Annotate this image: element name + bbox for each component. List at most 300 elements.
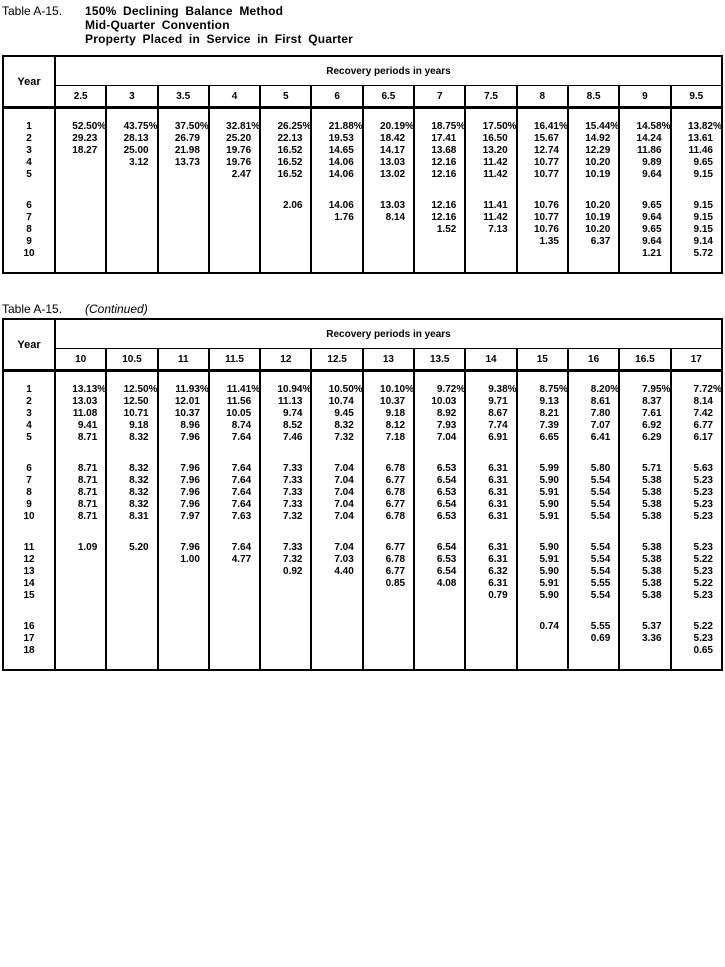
cell-number: 13.73 [174,157,200,168]
table-title-line-3: Property Placed in Service in First Quarter [85,32,354,46]
cell-number: 5.90 [539,566,559,577]
value-cell [260,200,311,212]
cell-number: 0.69 [590,633,611,644]
value-cell [414,224,465,236]
value-cell [568,248,619,260]
gap-row [3,523,722,542]
cell-number: 25.00 [123,145,149,156]
table-row [3,396,722,408]
year-cell: 15 [23,590,35,601]
value-cell [209,511,260,523]
value-cell [55,463,106,475]
cell-number: 4.40 [334,566,354,577]
value-cell [671,590,722,602]
table-row [3,621,722,633]
cell-number: 9.71 [488,396,508,407]
value-cell [209,260,260,273]
cell-number: 5.54 [590,566,611,577]
period-header: 5 [260,86,311,108]
cell-number: 15.44 [585,121,611,132]
cell-number: 14.06 [328,157,354,168]
value-cell [311,511,362,523]
value-cell [106,121,157,133]
value-cell [158,121,209,133]
value-cell [619,554,670,566]
cell-number: 18.42 [380,133,406,144]
cell-number: 8.14 [693,396,713,407]
cell-number: 8.71 [77,487,98,498]
year-cell: 3 [26,145,32,156]
value-cell [465,133,516,145]
period-header: 13.5 [414,349,465,371]
value-cell [209,554,260,566]
value-cell [671,212,722,224]
year-cell [3,108,55,122]
cell-number: 7.04 [334,499,354,510]
value-cell [106,523,157,542]
cell-number: 6.54 [436,542,457,553]
cell-number: 11.41 [226,384,252,395]
table-a15-continued-caption [2,302,723,316]
value-cell [209,181,260,200]
percent-sign: % [199,384,209,395]
value-cell [465,602,516,621]
cell-number: 11.93 [175,384,200,395]
cell-number: 3.12 [129,157,149,168]
value-cell [55,590,106,602]
cell-number: 11.08 [72,408,98,419]
cell-number: 10.77 [533,157,559,168]
cell-number: 10.71 [123,408,149,419]
value-cell [311,475,362,487]
value-cell [414,578,465,590]
value-cell [568,554,619,566]
value-cell [260,371,311,385]
table-row [3,121,722,133]
value-cell [568,633,619,645]
cell-number: 13.82 [687,121,713,132]
value-cell [363,260,414,273]
value-cell [465,157,516,169]
cell-number: 16.52 [277,169,303,180]
cell-number: 16.50 [482,133,508,144]
value-cell [209,645,260,657]
value-cell [568,444,619,463]
value-cell [260,523,311,542]
cell-number: 6.31 [488,475,508,486]
value-cell [619,200,670,212]
value-cell [517,554,568,566]
value-cell [158,542,209,554]
cell-number: 14.06 [328,169,354,180]
value-cell [55,181,106,200]
value-cell [517,463,568,475]
table-a15-continued-mount [2,318,723,671]
cell-number: 52.50 [72,121,98,132]
cell-number: 6.78 [385,554,406,565]
value-cell [414,554,465,566]
cell-number: 7.33 [283,463,303,474]
percent-sign: % [713,384,722,395]
cell-number: 5.91 [539,578,559,589]
cell-number: 5.54 [590,590,611,601]
value-cell [106,133,157,145]
value-cell [260,396,311,408]
spacer-row [3,108,722,122]
year-cell: 8 [26,487,32,498]
cell-number: 5.23 [693,633,713,644]
spacer-row [3,260,722,273]
cell-number: 9.18 [385,408,406,419]
year-cell: 5 [26,432,32,443]
value-cell [414,121,465,133]
table-row [3,432,722,444]
value-cell [311,444,362,463]
value-cell [363,566,414,578]
value-cell [106,432,157,444]
value-cell [517,633,568,645]
value-cell [363,121,414,133]
cell-number: 6.53 [436,554,457,565]
cell-number: 13.20 [482,145,508,156]
year-cell: 6 [26,463,32,474]
value-cell [311,554,362,566]
cell-number: 19.76 [226,145,252,156]
value-cell [465,511,516,523]
value-cell [671,633,722,645]
value-cell [311,590,362,602]
value-cell [311,566,362,578]
cell-number: 12.29 [585,145,611,156]
value-cell [517,408,568,420]
table-continued-note: (Continued) [85,302,148,316]
cell-number: 2.47 [231,169,252,180]
value-cell [619,157,670,169]
cell-number: 11.42 [483,157,508,168]
cell-number: 8.71 [77,475,98,486]
cell-number: 5.90 [539,499,559,510]
cell-number: 9.45 [334,408,354,419]
cell-number: 10.94 [277,384,303,395]
cell-number: 7.95 [642,384,662,395]
value-cell [311,108,362,122]
cell-number: 12.01 [174,396,200,407]
cell-number: 13.13 [72,384,98,395]
value-cell [106,371,157,385]
value-cell [260,487,311,499]
value-cell [158,224,209,236]
value-cell [517,212,568,224]
value-cell [671,200,722,212]
value-cell [55,157,106,169]
value-cell [363,133,414,145]
value-cell [414,602,465,621]
period-header: 3 [106,86,157,108]
value-cell [363,554,414,566]
value-cell [209,396,260,408]
cell-number: 15.67 [533,133,559,144]
value-cell [311,384,362,396]
value-cell [414,511,465,523]
value-cell [55,511,106,523]
value-cell [363,590,414,602]
value-cell [106,542,157,554]
value-cell [414,248,465,260]
value-cell [158,133,209,145]
value-cell [106,420,157,432]
value-cell [465,432,516,444]
value-cell [260,212,311,224]
gap-row [3,602,722,621]
cell-number: 19.76 [226,157,252,168]
value-cell [619,248,670,260]
value-cell [55,212,106,224]
percent-sign: % [97,121,107,132]
value-cell [260,499,311,511]
period-header: 10.5 [106,349,157,371]
value-cell [517,384,568,396]
value-cell [619,590,670,602]
cell-number: 8.61 [590,396,611,407]
value-cell [619,657,670,670]
cell-number: 5.72 [693,248,713,259]
period-header: 12.5 [311,349,362,371]
value-cell [465,181,516,200]
value-cell [517,420,568,432]
header-row-periods [3,86,722,108]
value-cell [55,420,106,432]
cell-number: 8.71 [77,463,98,474]
value-cell [106,566,157,578]
cell-number: 6.41 [590,432,611,443]
value-cell [363,384,414,396]
value-cell [568,108,619,122]
cell-number: 8.32 [129,487,149,498]
cell-number: 5.90 [539,590,559,601]
cell-number: 9.64 [642,236,662,247]
cell-number: 7.93 [436,420,457,431]
value-cell [414,499,465,511]
value-cell [260,511,311,523]
cell-number: 6.29 [642,432,662,443]
period-header: 12 [260,349,311,371]
value-cell [363,475,414,487]
value-cell [311,578,362,590]
cell-number: 10.19 [585,169,611,180]
value-cell [209,224,260,236]
year-cell: 18 [23,645,35,656]
cell-number: 5.54 [590,499,611,510]
cell-number: 26.25 [277,121,303,132]
cell-number: 11.56 [226,396,252,407]
year-cell: 2 [26,133,32,144]
cell-number: 5.38 [642,475,662,486]
value-cell [568,578,619,590]
value-cell [517,542,568,554]
value-cell [414,157,465,169]
value-cell [260,121,311,133]
value-cell [671,396,722,408]
value-cell [106,499,157,511]
value-cell [209,248,260,260]
cell-number: 5.23 [693,511,713,522]
value-cell [619,145,670,157]
value-cell [568,384,619,396]
value-cell [414,645,465,657]
percent-sign: % [456,384,466,395]
value-cell [209,602,260,621]
cell-number: 16.52 [277,145,303,156]
period-header: 13 [363,349,414,371]
value-cell [671,523,722,542]
value-cell [209,566,260,578]
value-cell [414,212,465,224]
cell-number: 5.22 [693,621,713,632]
value-cell [568,212,619,224]
value-cell [260,169,311,181]
value-cell [55,578,106,590]
recovery-periods-group-header: Recovery periods in years [55,56,722,86]
cell-number: 12.50 [123,384,149,395]
value-cell [106,145,157,157]
cell-number: 8.31 [129,511,149,522]
value-cell [517,621,568,633]
value-cell [568,157,619,169]
cell-number: 1.09 [77,542,98,553]
table-row [3,566,722,578]
value-cell [106,590,157,602]
value-cell [465,657,516,670]
value-cell [619,566,670,578]
value-cell [363,420,414,432]
value-cell [671,224,722,236]
cell-number: 5.55 [590,578,611,589]
value-cell [55,224,106,236]
cell-number: 37.50 [174,121,200,132]
cell-number: 7.46 [283,432,303,443]
cell-number: 5.38 [642,554,662,565]
value-cell [106,487,157,499]
value-cell [311,212,362,224]
cell-number: 5.23 [693,499,713,510]
year-cell: 1 [26,121,32,132]
value-cell [517,578,568,590]
value-cell [311,169,362,181]
value-cell [260,657,311,670]
value-cell [671,133,722,145]
cell-number: 18.75 [431,121,457,132]
value-cell [260,578,311,590]
value-cell [209,145,260,157]
value-cell [517,224,568,236]
cell-number: 6.77 [385,566,406,577]
value-cell [363,145,414,157]
value-cell [260,224,311,236]
cell-number: 5.90 [539,475,559,486]
value-cell [671,463,722,475]
value-cell [517,444,568,463]
value-cell [517,396,568,408]
value-cell [158,511,209,523]
value-cell [209,657,260,670]
cell-number: 5.71 [642,463,662,474]
value-cell [158,499,209,511]
value-cell [517,499,568,511]
value-cell [260,145,311,157]
value-cell [671,408,722,420]
value-cell [55,200,106,212]
value-cell [209,475,260,487]
value-cell [106,396,157,408]
cell-number: 12.16 [431,169,457,180]
cell-number: 9.15 [693,212,713,223]
period-header: 2.5 [55,86,106,108]
value-cell [55,633,106,645]
value-cell [568,133,619,145]
cell-number: 7.39 [539,420,559,431]
value-cell [363,523,414,542]
year-cell: 3 [26,408,32,419]
value-cell [465,523,516,542]
value-cell [363,645,414,657]
percent-sign: % [558,384,568,395]
value-cell [158,212,209,224]
year-cell: 13 [23,566,35,577]
period-header: 7.5 [465,86,516,108]
value-cell [465,145,516,157]
value-cell [414,169,465,181]
value-cell [517,200,568,212]
value-cell [311,260,362,273]
cell-number: 8.12 [385,420,406,431]
cell-number: 28.13 [123,133,149,144]
year-cell: 9 [26,499,32,510]
value-cell [465,224,516,236]
cell-number: 6.65 [539,432,559,443]
value-cell [619,169,670,181]
cell-number: 6.31 [488,542,508,553]
value-cell [209,621,260,633]
cell-number: 6.78 [385,487,406,498]
value-cell [465,578,516,590]
cell-number: 7.32 [334,432,354,443]
value-cell [106,657,157,670]
cell-number: 10.74 [328,396,354,407]
cell-number: 6.31 [488,463,508,474]
value-cell [311,224,362,236]
value-cell [568,499,619,511]
value-cell [671,432,722,444]
value-cell [311,463,362,475]
value-cell [55,523,106,542]
year-cell: 17 [23,633,35,644]
value-cell [465,590,516,602]
cell-number: 9.18 [129,420,149,431]
value-cell [260,566,311,578]
value-cell [619,133,670,145]
value-cell [158,145,209,157]
percent-sign: % [97,384,107,395]
value-cell [311,181,362,200]
period-header: 7 [414,86,465,108]
value-cell [363,169,414,181]
value-cell [568,566,619,578]
cell-number: 7.96 [180,542,200,553]
value-cell [671,511,722,523]
value-cell [106,224,157,236]
cell-number: 14.24 [636,133,662,144]
cell-number: 6.54 [436,499,457,510]
